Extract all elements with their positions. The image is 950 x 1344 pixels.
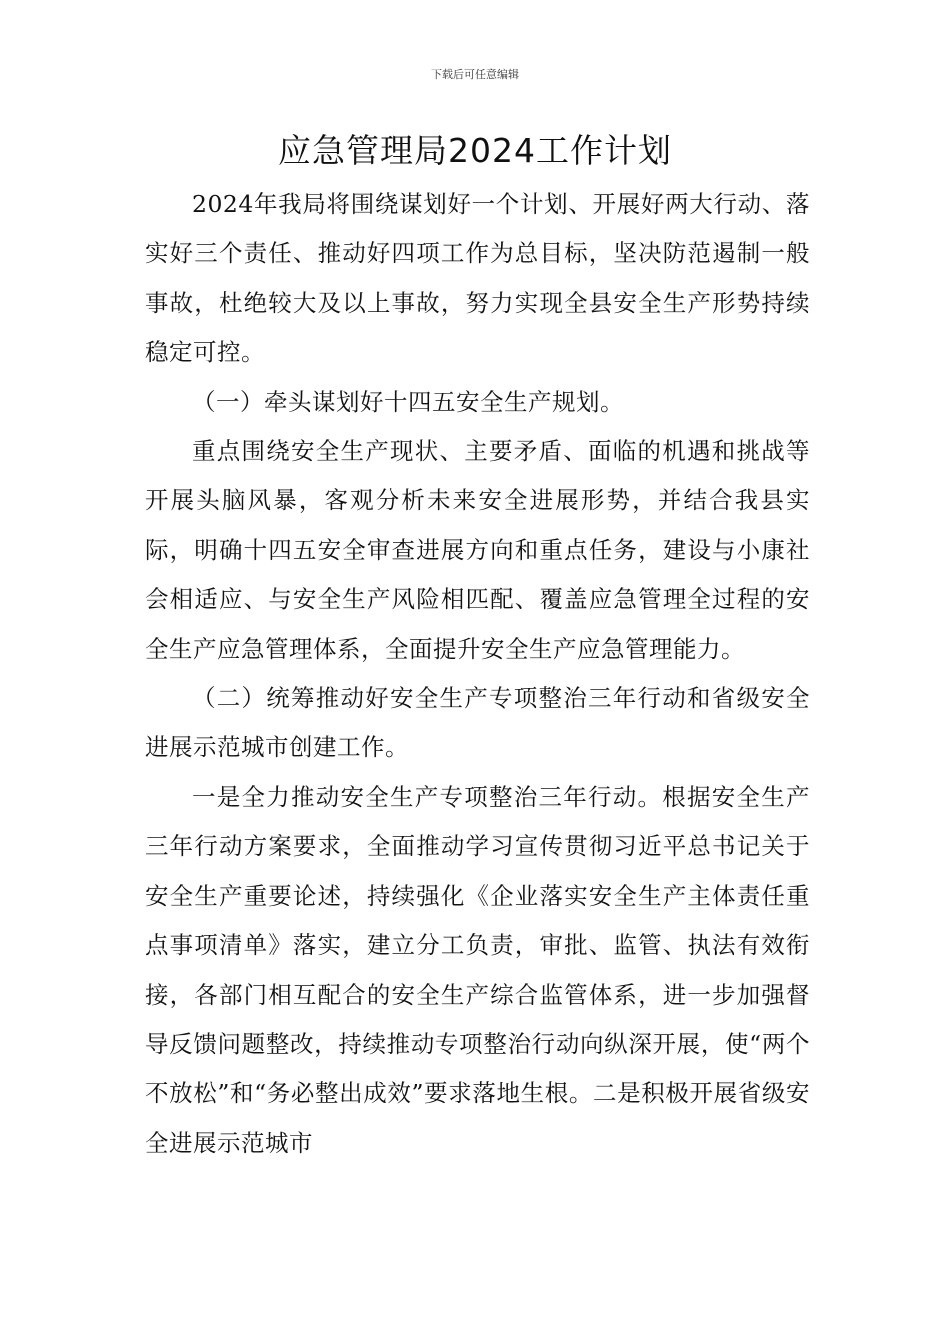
section-heading-2: （二）统筹推动好安全生产专项整治三年行动和省级安全进展示范城市创建工作。 [145,684,810,762]
paragraph-intro: 2024年我局将围绕谋划好一个计划、开展好两大行动、落实好三个责任、推动好四项工作为总目标，坚决防范遏制一般事故，杜绝较大及以上事故，努力实现全县安全生产形势持续稳定可控。 [145,190,810,367]
paragraph-section-2: 一是全力推动安全生产专项整治三年行动。根据安全生产三年行动方案要求，全面推动学习宣传贯彻习近平总书记关于安全生产重要论述，持续强化《企业落实安全生产主体责任重点事项清单》落实，建立分工负责，审批、监管、执法有效衔接，各部门相互配合的安全生产综合监管体系，进一步加强督导反馈问题整改，持续推动专项整治行动向纵深开展，使“两个不放松”和“务必整出成效”要求落地生根。二是积极开展省级安全进展示范城市 [145,782,810,1157]
paragraph-section-1: 重点围绕安全生产现状、主要矛盾、面临的机遇和挑战等开展头脑风暴，客观分析未来安全进展形势，并结合我县实际，明确十四五安全审查进展方向和重点任务，建设与小康社会相适应、与安全生产风险相匹配、覆盖应急管理全过程的安全生产应急管理体系，全面提升安全生产应急管理能力。 [145,437,810,663]
section-heading-1: （一）牵头谋划好十四五安全生产规划。 [192,387,624,416]
header-note: 下载后可任意编辑 [431,68,519,81]
document-title: 应急管理局2024工作计划 [278,131,672,170]
document-body [145,180,810,1168]
